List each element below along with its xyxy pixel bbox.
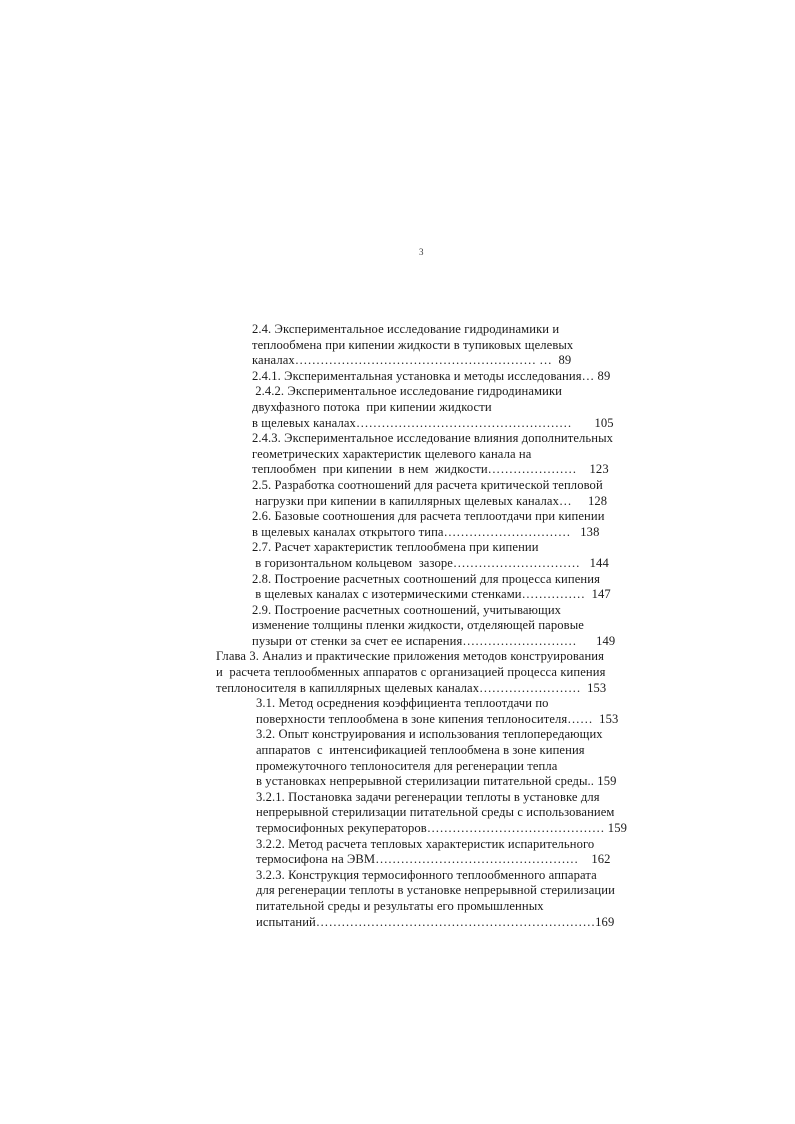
toc-line: теплообмен при кипении в нем жидкости………………… 123 (252, 462, 609, 477)
toc-line: питательной среды и результаты его промышленных (256, 898, 544, 913)
toc-line: изменение толщины пленки жидкости, отделяющей паровые (252, 618, 584, 633)
toc-line: 2.4.2. Экспериментальное исследование гидродинамики (252, 384, 563, 399)
toc-line: пузыри от стенки за счет ее испарения……………………… 149 (252, 633, 616, 648)
toc-line: в установках непрерывной стерилизации питательной среды.. 159 (256, 774, 617, 789)
toc-line: 3.2.1. Постановка задачи регенерации теплоты в установке для (256, 789, 600, 804)
toc-line: геометрических характеристик щелевого канала на (252, 446, 532, 461)
table-of-contents (216, 322, 628, 930)
toc-line: 2.4.3. Экспериментальное исследование влияния дополнительных (252, 431, 614, 446)
toc-line: аппаратов с интенсификацией теплообмена в зоне кипения (256, 743, 585, 758)
toc-line: Глава 3. Анализ и практические приложения методов конструирования (216, 649, 605, 664)
toc-line: промежуточного теплоносителя для регенерации тепла (256, 758, 558, 773)
toc-line: теплообмена при кипении жидкости в тупиковых щелевых (252, 337, 574, 352)
toc-line: 3.2.2. Метод расчета тепловых характеристик испарительного (256, 836, 595, 851)
toc-line: термосифона на ЭВМ………………………………………… 162 (256, 852, 611, 867)
toc-line: поверхности теплообмена в зоне кипения теплоносителя…… 153 (256, 711, 619, 726)
toc-line: термосифонных рекуператоров…………………………………… 159 (256, 821, 627, 835)
toc-line: в щелевых каналах с изотермическими стенками…………… 147 (252, 587, 611, 602)
toc-line: каналах………………………………………………… … 89 (252, 353, 572, 368)
toc-line: и расчета теплообменных аппаратов с организацией процесса кипения (216, 665, 606, 680)
toc-line: в щелевых каналах…………………………………………… 105 (252, 415, 614, 430)
toc-line: 3.2.3. Конструкция термосифонного теплообменного аппарата (256, 867, 597, 882)
toc-line: 3.2. Опыт конструирования и использования теплопередающих (256, 727, 603, 742)
toc-line: испытаний…………………………………………………………169 (256, 914, 615, 929)
toc-line: 2.6. Базовые соотношения для расчета теплоотдачи при кипении (252, 509, 605, 524)
toc-line: теплоносителя в капиллярных щелевых каналах…………………… 153 (216, 680, 607, 695)
toc-line: для регенерации теплоты в установке непрерывной стерилизации (256, 883, 615, 898)
toc-line: 2.9. Построение расчетных соотношений, учитывающих (252, 602, 562, 617)
toc-line: непрерывной стерилизации питательной среды с использованием (256, 805, 615, 820)
toc-line: 3.1. Метод осреднения коэффициента теплоотдачи по (256, 696, 549, 711)
toc-line: 2.5. Разработка соотношений для расчета критической тепловой (252, 477, 603, 492)
toc-line: 2.4.1. Экспериментальная установка и методы исследования… 89 (252, 368, 611, 383)
toc-line: 2.8. Построение расчетных соотношений для процесса кипения (252, 571, 600, 586)
toc-line: в горизонтальном кольцевом зазоре………………………… 144 (252, 555, 609, 570)
toc-line: двухфазного потока при кипении жидкости (252, 399, 492, 414)
toc-line: 2.7. Расчет характеристик теплообмена при кипении (252, 540, 539, 555)
toc-line: 2.4. Экспериментальное исследование гидродинамики и (252, 322, 560, 336)
toc-line: в щелевых каналах открытого типа………………………… 138 (252, 524, 600, 539)
page-number: 3 (419, 247, 424, 257)
toc-line: нагрузки при кипении в капиллярных щелевых каналах… 128 (252, 493, 608, 508)
